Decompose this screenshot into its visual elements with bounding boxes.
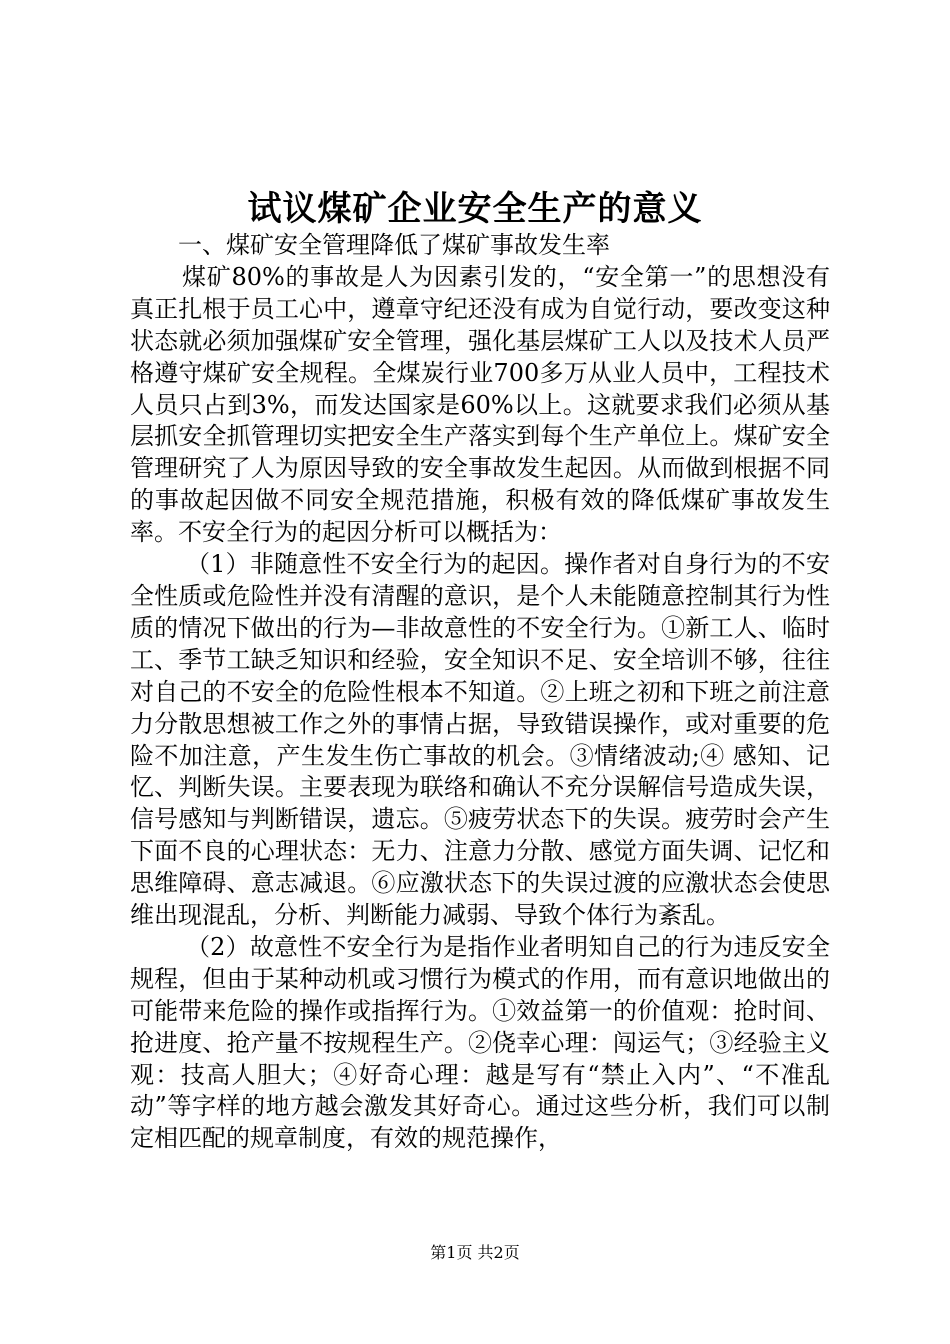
paragraph: （2）故意性不安全行为是指作业者明知自己的行为违反安全规程，但由于某种动机或习惯行为模式的作用，而有意识地做出的可能带来危险的操作或指挥行为。①效益第一的价值观：抢时间、抢进度、抢产量不按规程生产。②侥幸心理：闯运气；③经验主义观：技高人胆大；④好奇心理：越是写有“禁止入内”、“不准乱动”等字样的地方越会激发其好奇心。通过这些分析，我们可以制定相匹配的规章制度，有效的规范操作， xyxy=(130,932,830,1153)
paragraph: （1）非随意性不安全行为的起因。操作者对自身行为的不安全性质或危险性并没有清醒的意识，是个人未能随意控制其行为性质的情况下做出的行为—非故意性的不安全行为。①新工人、临时工、季节工缺乏知识和经验，安全知识不足、安全培训不够，往往对自己的不安全的危险性根本不知道。②上班之初和下班之前注意力分散思想被工作之外的事情占据，导致错误操作，或对重要的危险不加注意，产生发生伤亡事故的机会。③情绪波动;④ 感知、记忆、判断失误。主要表现为联络和确认不充分误解信号造成失误，信号感知与判断错误，遗忘。⑤疲劳状态下的失误。疲劳时会产生下面不良的心理状态：无力、注意力分散、感觉方面失调、记忆和思维障碍、意志减退。⑥应激状态下的失误过渡的应激状态会使思维出现混乱，分析、判断能力减弱、导致个体行为紊乱。 xyxy=(130,550,830,930)
paragraph: 煤矿80%的事故是人为因素引发的，“安全第一”的思想没有真正扎根于员工心中，遵章守纪还没有成为自觉行动，要改变这种状态就必须加强煤矿安全管理，强化基层煤矿工人以及技术人员严格遵守煤矿安全规程。全煤炭行业700多万从业人员中，工程技术人员只占到3%，而发达国家是60%以上。这就要求我们必须从基层抓安全抓管理切实把安全生产落实到每个生产单位上。煤矿安全管理研究了人为原因导致的安全事故发生起因。从而做到根据不同的事故起因做不同安全规范措施，积极有效的降低煤矿事故发生率。不安全行为的起因分析可以概括为： xyxy=(130,262,830,547)
document-title: 试议煤矿企业安全生产的意义 xyxy=(247,189,703,229)
page-footer: 第1页 共2页 xyxy=(430,1243,520,1262)
document-body xyxy=(130,230,830,1155)
section-heading: 一、煤矿安全管理降低了煤矿事故发生率 xyxy=(178,231,610,259)
